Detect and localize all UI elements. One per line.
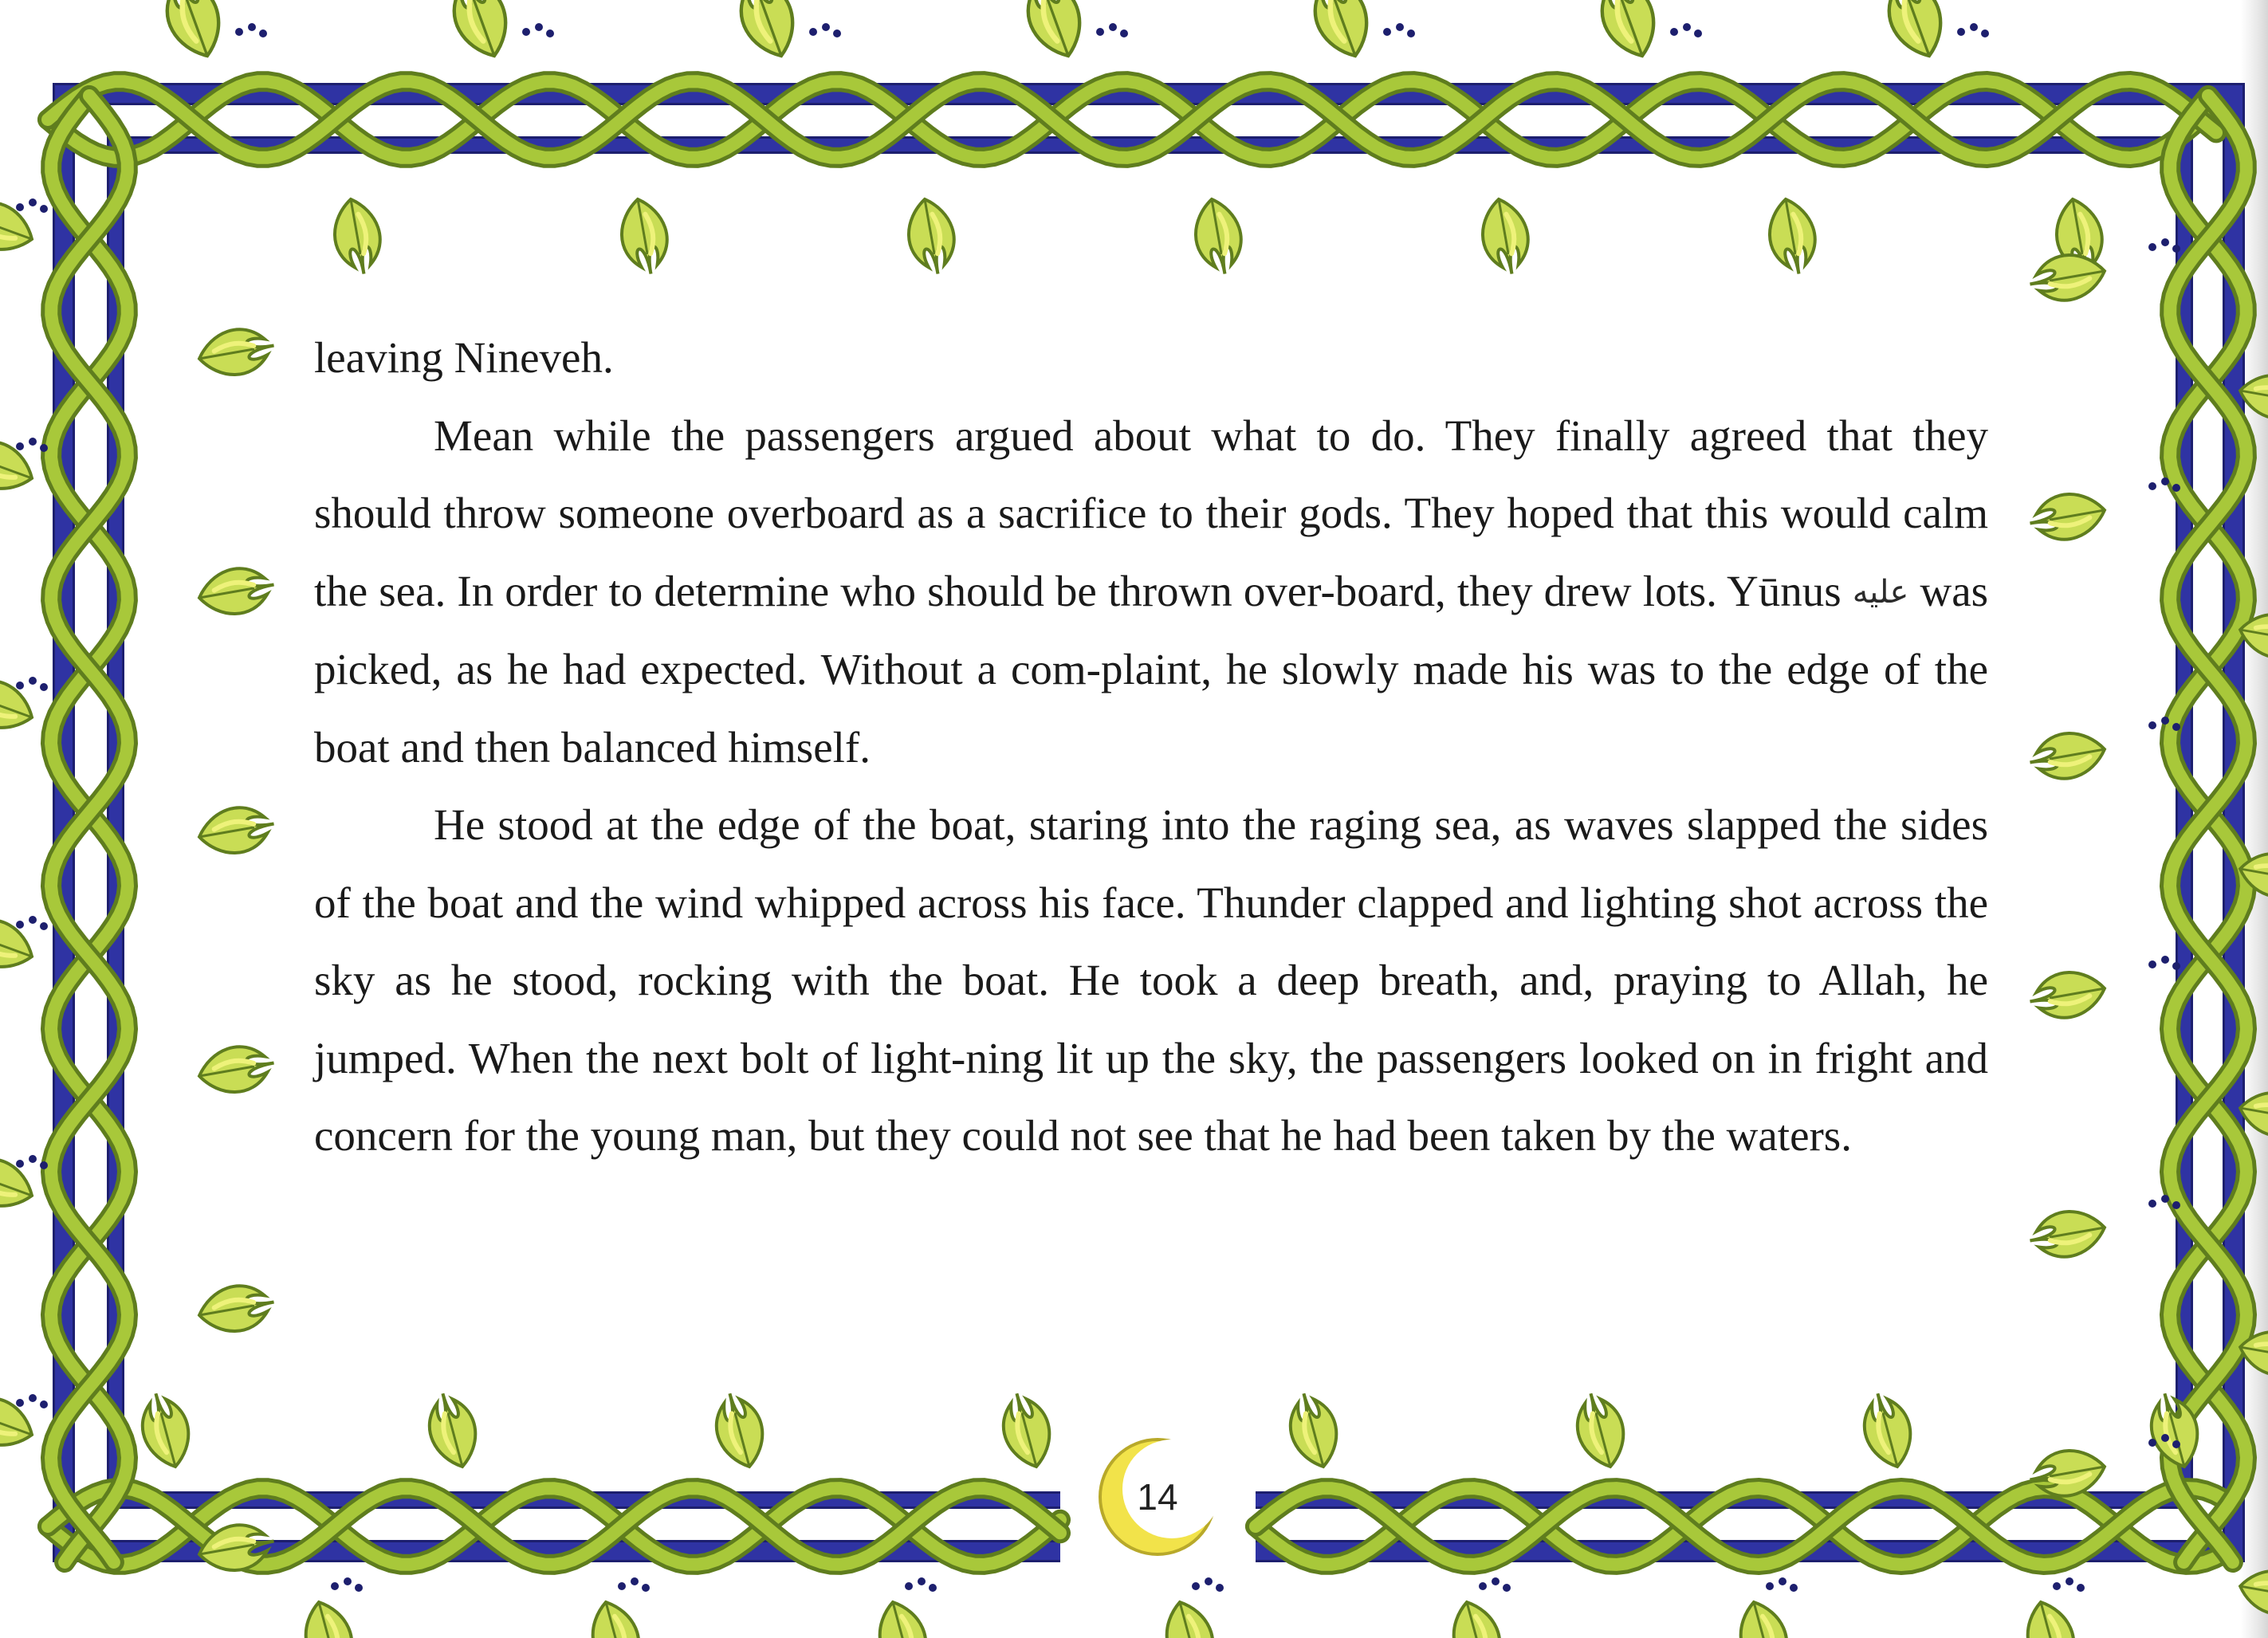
story-text — [314, 319, 1988, 1175]
paragraph-2-part-2: was picked, as he had expected. Without a com-plaint, he slowly made his was to the edge of the boat and then balanced himself. — [314, 566, 1989, 772]
honorific-calligraphy: عليه — [1852, 573, 1909, 610]
page-number: 14 — [1137, 1476, 1178, 1518]
paragraph-2-part-1: Mean while the passengers argued about what to do. They finally agreed that they should throw someone overboard as a sacrifice to their gods. They hoped that this would calm the sea. In order to determine who should be thrown over-board, they drew lots. Yūnus — [314, 410, 1988, 615]
paragraph-1: leaving Nineveh. — [314, 333, 614, 382]
paragraph-3: He stood at the edge of the boat, staring into the raging sea, as waves slapped the sides of the boat and the wind whipped across his face. Thunder clapped and lighting shot across the sky as he stood, rocking with the boat. He took a deep breath, and, praying to Allah, he jumped. When the next bolt of light-ning lit up the sky, the passengers looked on in fright and concern for the young man, but they could not see that he had been taken by the waters. — [314, 800, 1988, 1160]
paragraph-2 — [314, 397, 1988, 787]
